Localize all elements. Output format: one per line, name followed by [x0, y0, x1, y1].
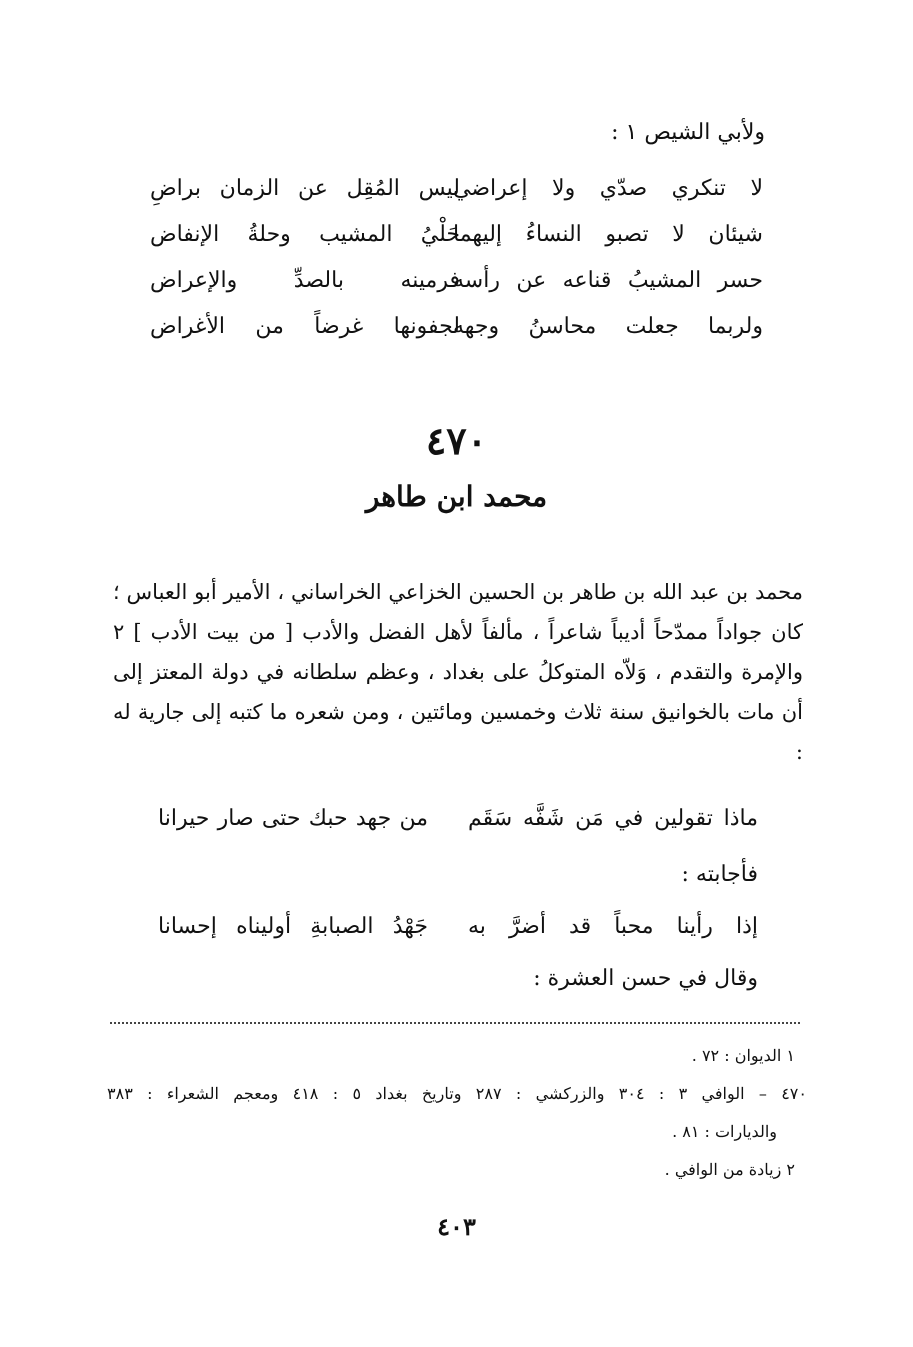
entry-title: محمد ابن طاهر [365, 480, 548, 513]
first-hemistich: إذا رأينا محباً قد أضرَّ به [468, 914, 758, 939]
reply-label: فأجابته : [681, 862, 758, 887]
poem-verse [150, 176, 763, 218]
second-hemistich: ليس المُقِل عن الزمان براضِ [150, 176, 460, 201]
footnote: ٤٧٠ – الوافي ٣ : ٣٠٤ والزركشي : ٢٨٧ وتاريخ بغداد ٥ : ٤١٨ ومعجم الشعراء : ٣٨٣ [107, 1084, 807, 1103]
page-number: ٤٠٣ [437, 1212, 476, 1241]
poem-verse [150, 268, 763, 310]
second-hemistich: حَلْيُ المشيب وحلةُ الإنفاض [150, 222, 460, 247]
footnote-divider [110, 1022, 800, 1024]
poem-verse [150, 222, 763, 264]
first-hemistich: ولربما جعلت محاسنُ وجهه [453, 314, 763, 339]
footnote: ٢ زيادة من الوافي . [664, 1160, 795, 1179]
footnote-continuation: والديارات : ٨١ . [672, 1122, 777, 1141]
second-hemistich: لجفونها غرضاً من الأغراض [150, 314, 460, 339]
second-hemistich: فرمينه بالصدِّ والإعراض [150, 268, 460, 293]
entry-number: ٤٧٠ [425, 418, 488, 463]
closing-line: وقال في حسن العشرة : [533, 966, 758, 991]
verse-two [158, 914, 758, 956]
first-hemistich: لا تنكري صدّي ولا إعراضي [453, 176, 763, 201]
poem-intro: ولأبي الشيص ١ : [611, 120, 765, 145]
verse-one [158, 806, 758, 848]
poem-verse [150, 314, 763, 356]
biography-paragraph [113, 572, 803, 772]
first-hemistich: ماذا تقولين في مَن شَفَّه سَقَم [468, 806, 758, 831]
first-hemistich: حسر المشيبُ قناعه عن رأسه [453, 268, 763, 293]
biography-text: محمد بن عبد الله بن طاهر بن الحسين الخزاعي الخراساني ، الأمير أبو العباس ؛ كان جواداً ممدّحاً أديباً شاعراً ، مألفاً لأهل الفضل والأدب [ من بيت الأدب ] ٢ والإمرة والتقدم ، وَلاّه المتوكلُ على بغداد ، وعظم سلطانه في دولة المعتز إلى أن مات بالخوانيق سنة ثلاث وخمسين ومائتين ، ومن شعره ما كتبه إلى جارية له : [113, 580, 803, 764]
footnote: ١ الديوان : ٧٢ . [691, 1046, 795, 1065]
second-hemistich: من جهد حبك حتى صار حيرانا [158, 806, 428, 831]
second-hemistich: جَهْدُ الصبابةِ أوليناه إحسانا [158, 914, 428, 939]
first-hemistich: شيئان لا تصبو النساءُ إليهما [453, 222, 763, 247]
